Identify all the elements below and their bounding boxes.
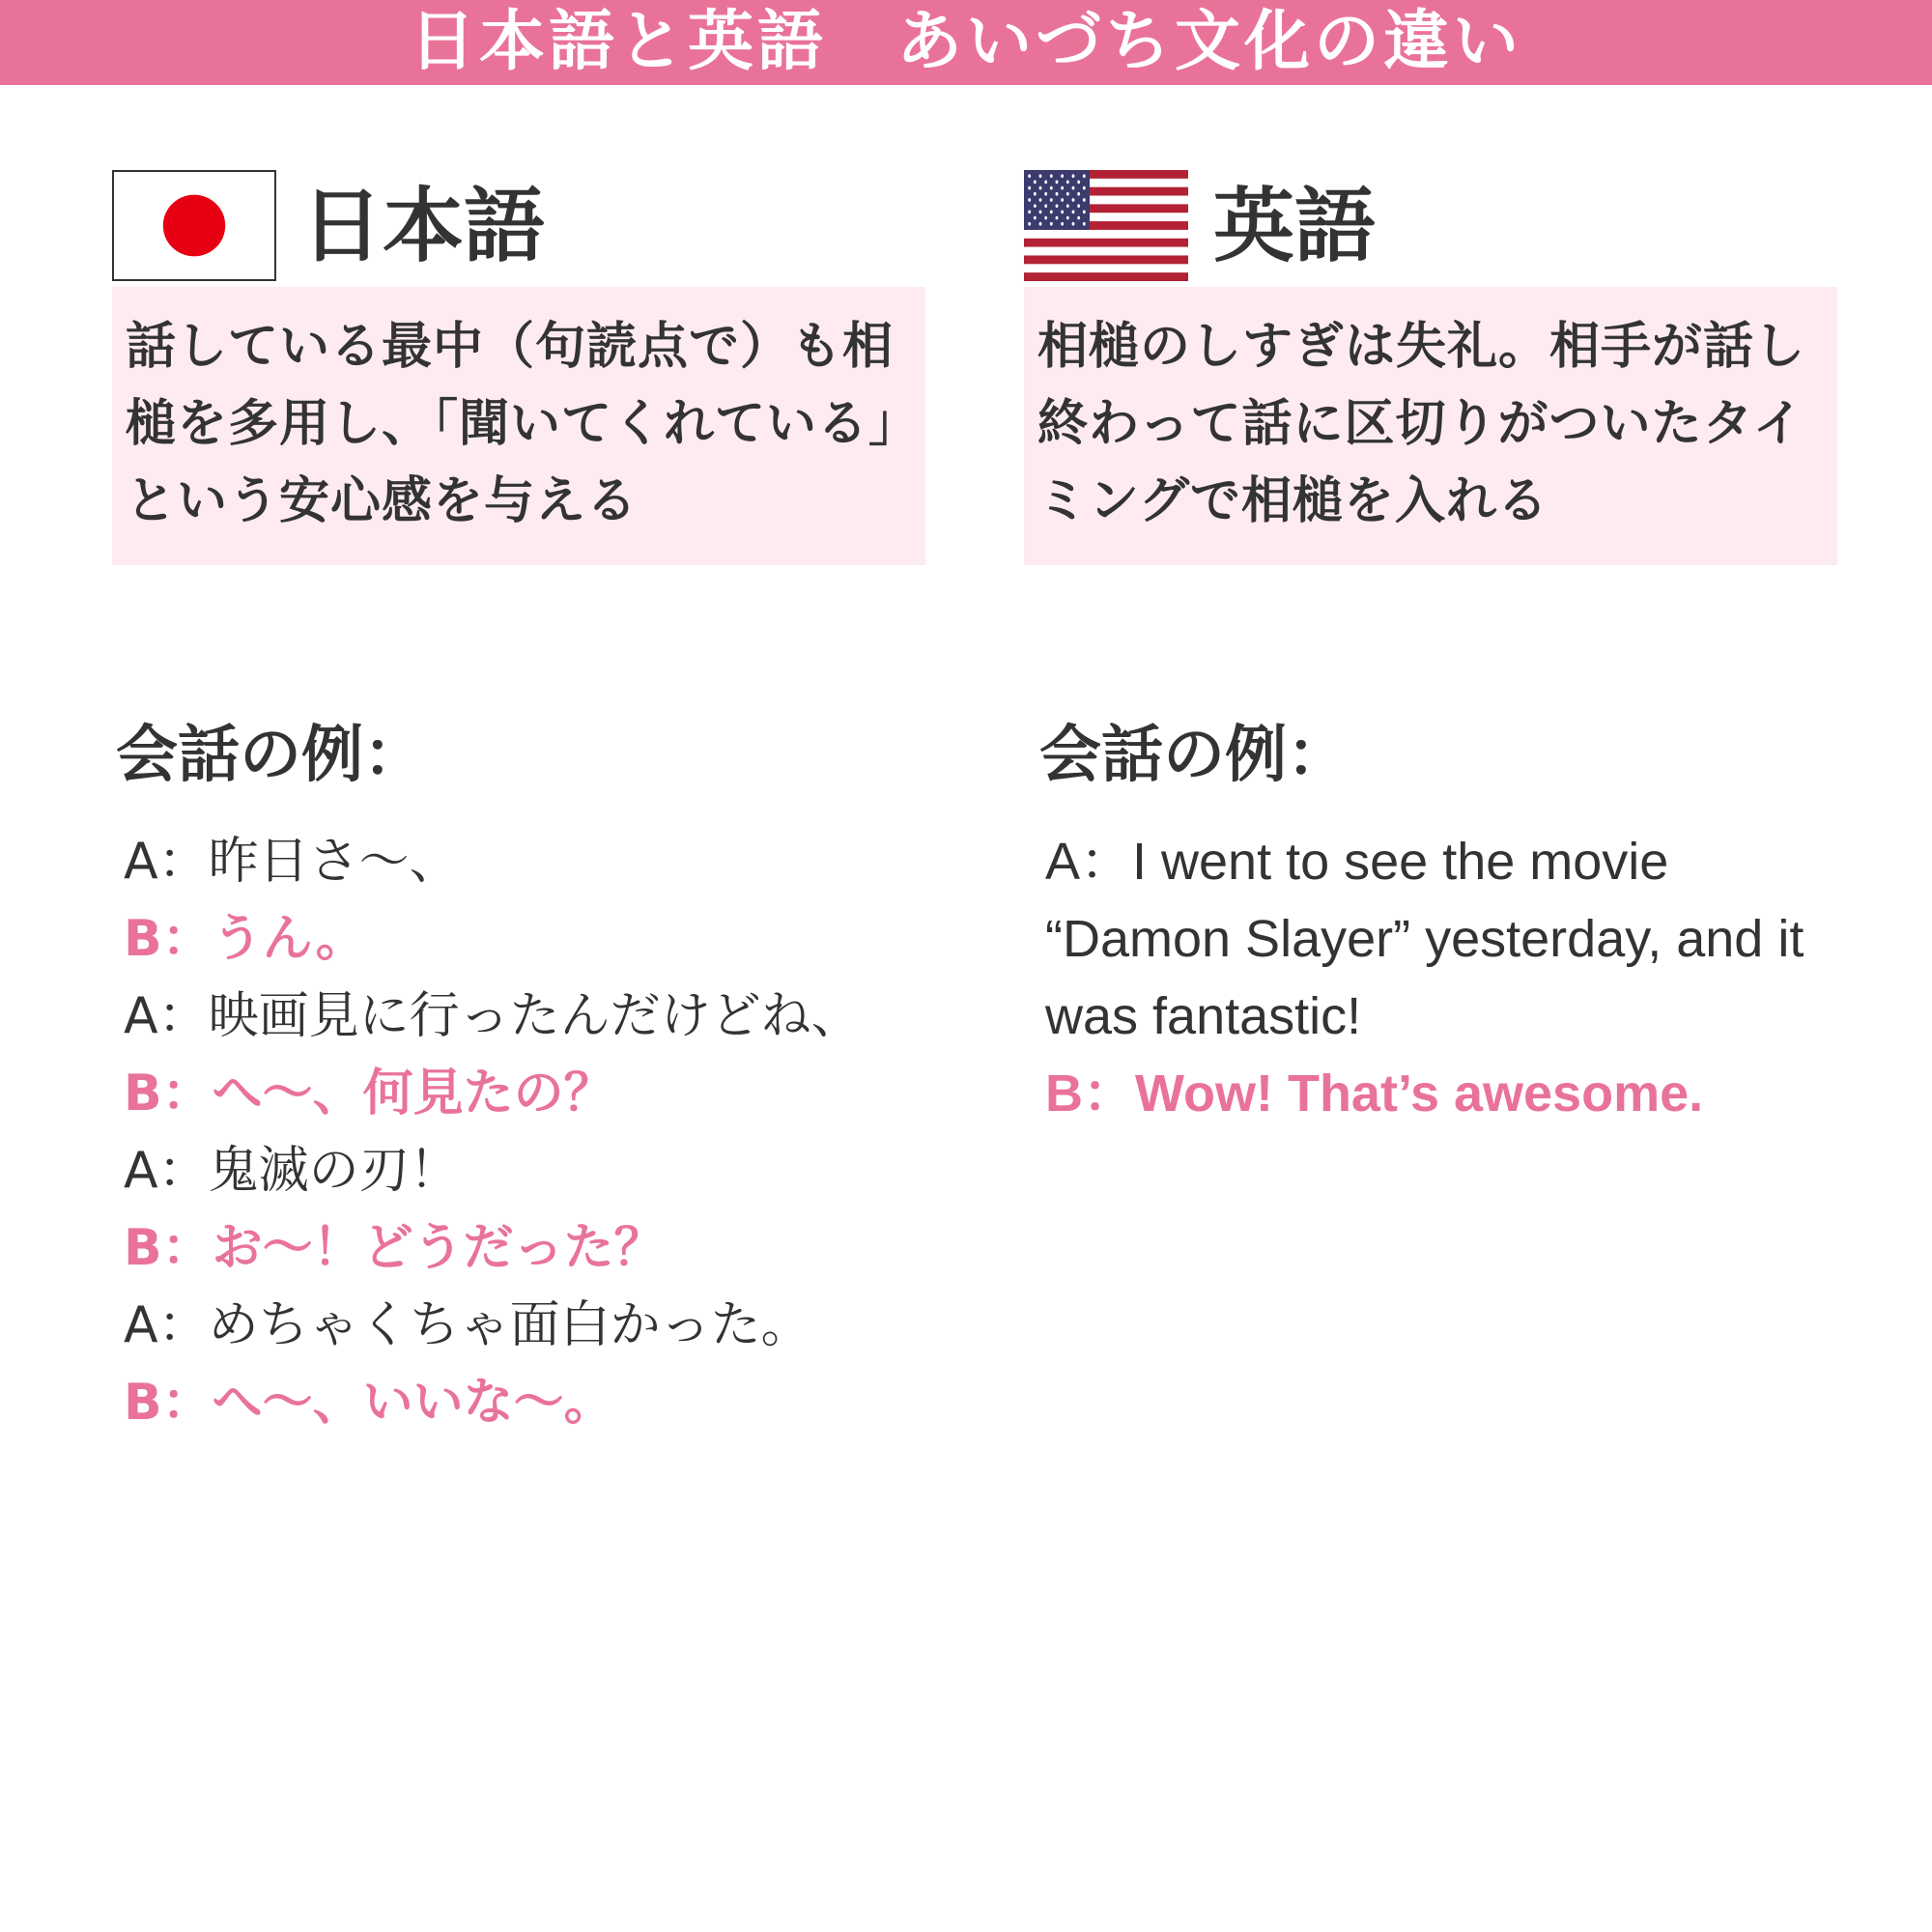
conversation-line-b: B：うん。 [124, 910, 366, 968]
english-description: 相槌のしすぎは失礼。相手が話し終わって話に区切りがついたタイミングで相槌を入れる [1037, 318, 1806, 530]
japanese-column [112, 170, 925, 1432]
conversation-line-b: B：へ〜、何見たの？ [124, 1065, 614, 1122]
conversation-line-a: A：めちゃくちゃ面白かった。 [124, 1296, 811, 1354]
conversation-line-a: A：鬼滅の刃！ [124, 1142, 460, 1200]
page-title: 日本語と英語 あいづち文化の違い [409, 4, 1522, 80]
japan-flag-icon [112, 170, 276, 281]
english-column [1024, 170, 1837, 1122]
conversation-line-a: A：I went to see the movie “Damon Slayer” yesterday, and it was fantastic! [1045, 833, 1819, 1045]
conversation-line-a: A：映画見に行ったんだけどね、 [124, 987, 862, 1045]
usa-flag-icon [1024, 170, 1188, 281]
conversation-line-b: B：へ〜、いいな〜。 [124, 1374, 614, 1432]
english-conversation [1045, 823, 1818, 1132]
japanese-title: 日本語 [301, 178, 546, 273]
english-conversation-heading: 会話の例： [1039, 720, 1349, 791]
japanese-header [112, 170, 925, 281]
english-description-box [1024, 287, 1837, 565]
japanese-conversation-heading: 会話の例： [116, 720, 425, 791]
japanese-conversation [124, 823, 925, 1441]
title-banner [0, 0, 1932, 85]
japanese-description-box [112, 287, 925, 565]
conversation-line-b: B：お〜！どうだった？ [124, 1219, 665, 1277]
english-header [1024, 170, 1837, 281]
conversation-line-a: A：昨日さ〜、 [124, 833, 460, 891]
conversation-line-b: B：Wow! That’s awesome. [1045, 1065, 1704, 1122]
english-title: 英語 [1213, 178, 1377, 273]
japanese-description: 話している最中（句読点で）も相槌を多用し、「聞いてくれている」という安心感を与える [126, 318, 895, 530]
